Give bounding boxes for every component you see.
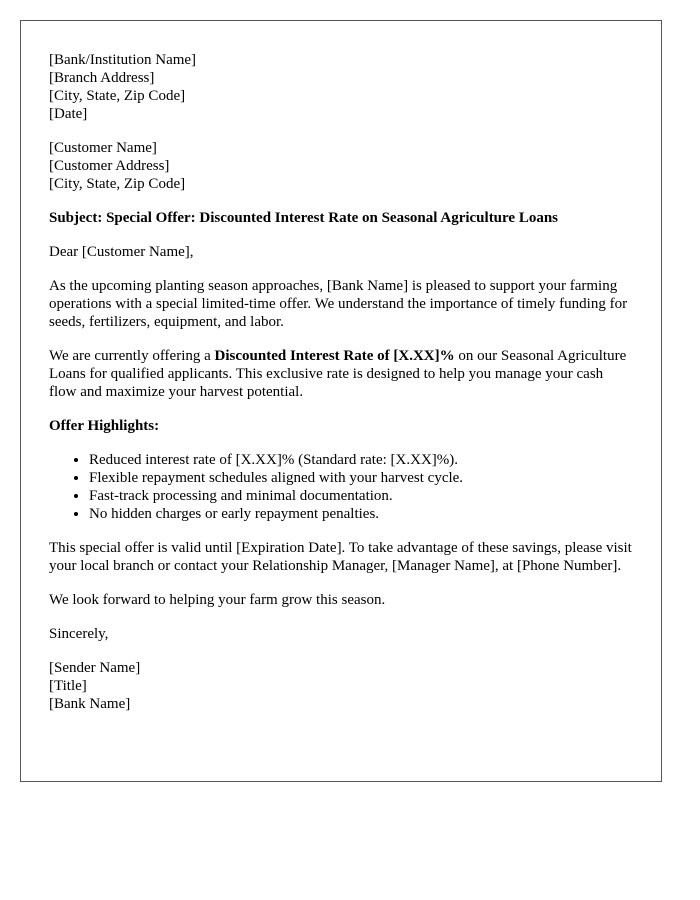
sender-name-line: [Sender Name]	[49, 660, 141, 676]
offer-paragraph	[49, 347, 633, 401]
discounted-rate-text: Discounted Interest Rate of [X.XX]%	[214, 348, 455, 364]
list-item: • No hidden charges or early repayment penalties.	[89, 505, 633, 523]
salutation: Dear [Customer Name],	[49, 244, 194, 260]
signature-block	[49, 659, 633, 713]
branch-address-line: [Branch Address]	[49, 70, 155, 86]
offer-text-after: on our Seasonal Agriculture Loans for qualified applicants. This exclusive rate is designed to help you manage your cash flow and maximize your harvest potential.	[49, 348, 627, 400]
list-item: • Reduced interest rate of [X.XX]% (Standard rate: [X.XX]%).	[89, 451, 633, 469]
subject-line: Subject: Special Offer: Discounted Interest Rate on Seasonal Agriculture Loans	[49, 210, 559, 226]
customer-address-line: [Customer Address]	[49, 158, 170, 174]
date-line: [Date]	[49, 106, 88, 122]
sender-title-line: [Title]	[49, 678, 87, 694]
validity-paragraph: This special offer is valid until [Expiration Date]. To take advantage of these savings, please visit your local branch or contact your Relationship Manager, [Manager Name], at [Phone Number].	[49, 540, 632, 574]
closing-salutation: Sincerely,	[49, 626, 109, 642]
bank-name-line: [Bank/Institution Name]	[49, 52, 197, 68]
recipient-address-block	[49, 139, 633, 193]
sender-address-block	[49, 51, 633, 123]
offer-text-before: We are currently offering a	[49, 348, 215, 364]
list-item: • Flexible repayment schedules aligned with your harvest cycle.	[89, 469, 633, 487]
letter-page	[20, 20, 662, 782]
offer-highlights-list	[49, 451, 633, 523]
intro-paragraph: As the upcoming planting season approaches, [Bank Name] is pleased to support your farming operations with a special limited-time offer. We understand the importance of timely funding for seeds, fertilizers, equipment, and labor.	[49, 278, 628, 330]
customer-city-line: [City, State, Zip Code]	[49, 176, 186, 192]
sender-city-line: [City, State, Zip Code]	[49, 88, 186, 104]
list-item: • Fast-track processing and minimal documentation.	[89, 487, 633, 505]
closing-paragraph: We look forward to helping your farm grow this season.	[49, 592, 386, 608]
signature-bank-name-line: [Bank Name]	[49, 696, 131, 712]
customer-name-line: [Customer Name]	[49, 140, 157, 156]
offer-highlights-heading: Offer Highlights:	[49, 418, 160, 434]
